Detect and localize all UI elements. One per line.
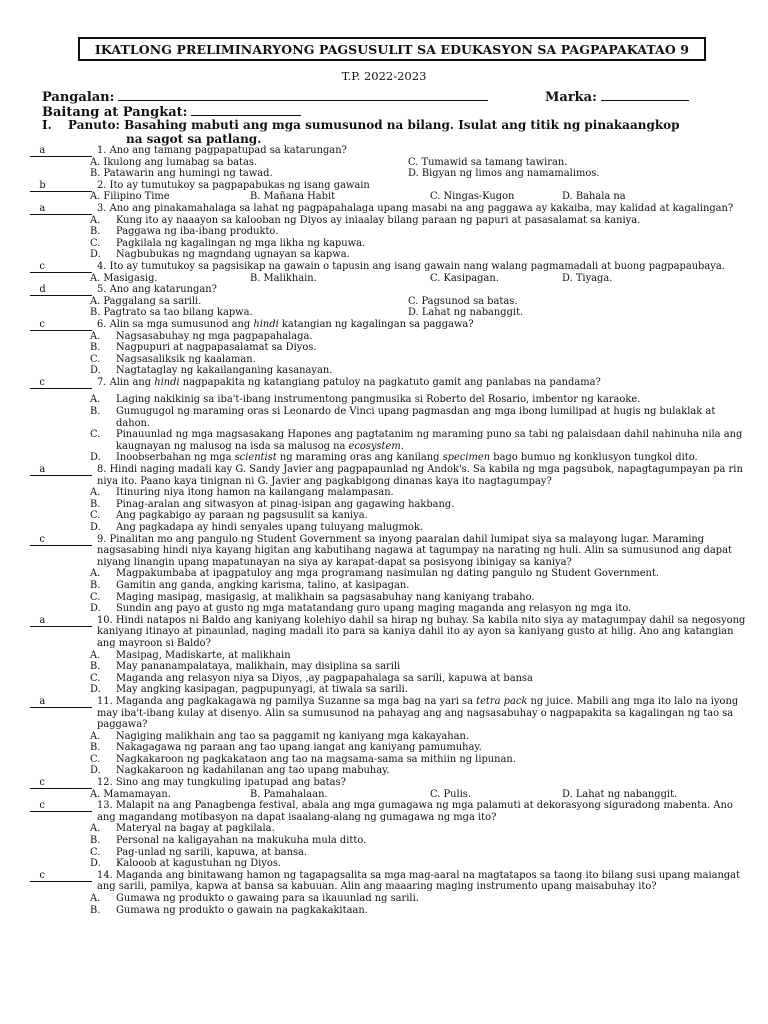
option-item	[408, 168, 708, 180]
option-item	[90, 510, 752, 522]
option-text: Nakagagawa ng paraan ang tao upang iangat ang kaniyang pamumuhay.	[116, 742, 482, 754]
option-item	[90, 342, 752, 354]
answer-blank	[30, 284, 94, 296]
option-letter: B.	[90, 307, 104, 319]
instructions-line-1: Panuto: Basahing mabuti ang mga sumusunod na bilang. Isulat ang titik ng pinakaangkop	[68, 118, 680, 132]
option-item	[90, 789, 250, 801]
option-text: Bahala na	[575, 191, 626, 203]
option-letter: D.	[90, 249, 101, 261]
question-item	[30, 800, 752, 870]
options-group	[30, 157, 752, 180]
option-letter: D.	[90, 603, 101, 615]
option-item	[90, 168, 408, 180]
option-letter: B.	[90, 904, 101, 916]
options-group	[30, 789, 752, 801]
question-stem	[30, 145, 752, 157]
option-item	[90, 742, 752, 754]
option-letter: B.	[90, 742, 101, 754]
option-text: Personal na kaligayahan na makukuha mula ditto.	[116, 835, 367, 847]
option-item	[90, 365, 752, 377]
answer-letter: c	[30, 320, 92, 331]
question-stem	[30, 319, 752, 331]
option-letter: C.	[90, 353, 101, 365]
option-item	[430, 273, 562, 285]
option-item	[90, 905, 752, 917]
option-text: Sundin ang payo at gusto ng mga matatandang guro upang maging maganda ang relasyon ng mga ito.	[116, 603, 632, 615]
answer-blank	[30, 870, 94, 882]
question-text-emphasis: tetra pack	[476, 695, 528, 707]
answer-blank	[30, 203, 94, 215]
answer-blank	[30, 777, 94, 789]
question-text-post: nagpapakita ng katangiang patuloy na pagkatuto gamit ang panlabas na pandama?	[179, 376, 601, 388]
option-item	[90, 684, 752, 696]
question-text-post: katangian ng kagalingan sa paggawa?	[278, 318, 474, 330]
option-text: Inoobserbahan ng mga	[116, 452, 235, 464]
question-stem	[30, 377, 752, 389]
option-item	[90, 823, 752, 835]
question-item	[30, 870, 752, 916]
answer-blank	[30, 534, 94, 546]
question-text-emphasis: hindi	[154, 376, 180, 388]
option-item	[90, 893, 752, 905]
question-number: 6.	[97, 318, 110, 330]
question-text: Hindi natapos ni Baldo ang kaniyang kolehiyo dahil sa hirap ng buhay. Sa kabila nito siya ay matagumpay dahil sa negosyong kaniyang itinayo at pinaunlad, naging madali ito para sa kaniya dahil ito ay ayon sa kaniyang gusto at hilig. Ano ang katangian ang mayroon si Baldo?	[97, 614, 746, 649]
option-letter: A.	[90, 487, 101, 499]
option-text: Laging nakikinig sa iba't-ibang instrumentong pangmusika si Roberto del Rosario, imbentor ng karaoke.	[116, 394, 641, 406]
question-text: Maganda ang binitawang hamon ng tagapagsalita sa mga mag-aaral na magtatapos sa taong ito bilang susi upang maiangat ang sarili, pamilya, kapwa at bansa sa kabuuan. Alin ang maaaring maging instrumento upang maisabuhay ito?	[97, 869, 741, 893]
answer-blank	[30, 615, 94, 627]
exam-title: IKATLONG PRELIMINARYONG PAGSUSULIT SA EDUKASYON SA PAGPAPAKATAO 9	[94, 41, 690, 57]
question-text: Hindi naging madali kay G. Sandy Javier ang pagpapaunlad ng Andok's. Sa kabila ng mga pagsubok, napagtagumpayan pa rin niya ito. Paano kaya tinignan ni G. Javier ang pagkabigong dinanas kaya ito nagtagumpay?	[97, 464, 743, 487]
option-item	[90, 394, 752, 406]
option-text: .	[400, 440, 404, 452]
option-item	[90, 354, 752, 366]
grade-section-blank	[191, 103, 301, 116]
option-letter: B.	[250, 191, 264, 203]
option-text: Lahat ng nabanggit.	[421, 307, 524, 319]
option-letter: B.	[90, 661, 101, 673]
option-letter: D.	[562, 191, 576, 203]
option-letter: A.	[90, 156, 104, 168]
option-text: Nagiging malikhain ang tao sa paggamit ng kaniyang mga kakayahan.	[116, 730, 470, 742]
options-group	[30, 296, 752, 319]
question-number: 8.	[97, 464, 110, 476]
option-item	[90, 487, 752, 499]
option-item	[90, 580, 752, 592]
option-item	[408, 157, 708, 169]
option-item	[250, 789, 430, 801]
question-item	[30, 261, 752, 284]
option-text: Nagtataglay ng kakailanganing kasanayan.	[116, 365, 333, 377]
part-number: I.	[42, 118, 52, 132]
option-item	[90, 847, 752, 859]
question-number: 4.	[97, 260, 110, 272]
exam-title-box	[78, 37, 706, 61]
question-item	[30, 464, 752, 534]
option-letter: C.	[90, 846, 101, 858]
option-letter: C.	[90, 591, 101, 603]
options-group	[30, 823, 752, 869]
question-text: Ano ang tamang pagpapatupad sa katarungan?	[109, 145, 347, 156]
school-year: T.P. 2022-2023	[341, 69, 427, 83]
answer-letter: b	[30, 181, 92, 192]
question-number: 14.	[97, 869, 116, 881]
answer-letter: c	[30, 871, 92, 882]
option-item	[90, 731, 752, 743]
option-item	[90, 765, 752, 777]
options-group	[30, 394, 752, 464]
name-label: Pangalan:	[42, 90, 115, 105]
option-letter: C.	[430, 788, 444, 800]
option-item	[90, 754, 752, 766]
option-letter: B.	[90, 406, 101, 418]
option-letter: D.	[562, 788, 576, 800]
answer-blank	[30, 145, 94, 157]
question-stem	[30, 615, 752, 650]
question-stem	[30, 284, 752, 296]
question-stem	[30, 696, 752, 731]
option-letter: D.	[90, 858, 101, 870]
question-stem	[30, 870, 752, 893]
question-text: Ano ang pinakamahalaga sa lahat ng pagpapahalaga upang masabi na ang paggawa ay kakaiba, may kalidad at kagalingan?	[109, 202, 734, 214]
option-item	[250, 273, 430, 285]
answer-letter: d	[30, 285, 92, 296]
answer-letter: c	[30, 801, 92, 812]
option-item	[430, 789, 562, 801]
option-letter: D.	[90, 365, 101, 377]
option-text: Pinauunlad ng mga magsasakang Hapones ang pagtatanim ng maraming puno sa tabi ng palaisdaan dahil nahinuha nila ang kaugnayan ng malusog na isda sa malusog na	[116, 429, 743, 452]
option-text: Tiyaga.	[575, 272, 613, 284]
option-text: Gumugugol ng maraming oras si Leonardo de Vinci upang pagmasdan ang mga ibong lumilipad at hugis ng bulaklak at dahon.	[116, 406, 716, 429]
options-group	[30, 487, 752, 533]
options-group	[30, 273, 752, 285]
option-letter: A.	[90, 568, 101, 580]
question-item	[30, 180, 752, 203]
option-letter: D.	[408, 168, 422, 180]
option-text: Masigasig.	[103, 272, 158, 284]
option-text: Nagsasaliksik ng kaalaman.	[116, 353, 256, 365]
option-item	[90, 429, 752, 452]
option-item	[562, 191, 682, 203]
option-text: Pinag-aralan ang sitwasyon at pinag-isipan ang gagawing hakbang.	[116, 498, 455, 510]
option-text: Mañana Habit	[263, 191, 336, 203]
option-item	[90, 273, 250, 285]
option-text: Materyal na bagay at pagkilala.	[116, 823, 275, 835]
score-field	[545, 88, 689, 105]
option-letter: C.	[90, 753, 101, 765]
option-item	[90, 331, 752, 343]
option-text: May pananampalataya, malikhain, may disiplina sa sarili	[116, 661, 401, 673]
options-group	[30, 893, 752, 916]
option-letter: A.	[90, 893, 101, 904]
question-text: Malapit na ang Panagbenga festival, abala ang mga gumagawa ng mga palamuti at dekorasyong siguradong mabenta. Ano ang magandang motibasyon na dapat isaalang-alang ng gumagawa ng mga ito?	[97, 800, 733, 823]
option-letter: D.	[562, 272, 576, 284]
question-text-pre: Alin ang	[109, 376, 155, 388]
option-letter: B.	[90, 226, 101, 238]
option-letter: D.	[408, 307, 422, 319]
question-item	[30, 319, 752, 377]
option-letter: C.	[408, 156, 422, 168]
option-text: Mamamayan.	[103, 788, 171, 800]
option-letter: B.	[90, 168, 104, 180]
question-text-pre: Maganda ang pagkakagawa ng pamilya Suzanne sa mga bag na yari sa	[115, 695, 477, 707]
question-stem	[30, 180, 752, 192]
option-text: Bigyan ng limos ang namamalimos.	[421, 168, 600, 180]
options-group	[30, 568, 752, 614]
question-text-emphasis: hindi	[253, 318, 279, 330]
option-letter: A.	[90, 191, 104, 203]
option-text: bago bumuo ng konklusyon tungkol dito.	[490, 452, 698, 464]
option-text: Kasipagan.	[443, 272, 499, 284]
answer-blank	[30, 464, 94, 476]
question-number: 11.	[97, 695, 116, 707]
option-letter: A.	[90, 823, 101, 835]
option-item	[90, 307, 408, 319]
option-item	[90, 661, 752, 673]
option-letter: B.	[250, 272, 264, 284]
question-item	[30, 203, 752, 261]
option-item	[90, 568, 752, 580]
question-item	[30, 615, 752, 696]
answer-letter: c	[30, 262, 92, 273]
option-text: Masipag, Madiskarte, at malikhain	[116, 649, 291, 661]
option-item	[90, 452, 752, 464]
grade-section-label: Baitang at Pangkat:	[42, 105, 188, 120]
option-text: Pagkilala ng kagalingan ng mga likha ng kapuwa.	[116, 237, 366, 249]
question-text-post: ng juice. Mabili ang mga ito lalo na iyong may iba't-ibang kulay at disenyo. Alin sa sumusunod na pahayag ang ang nagsasabuhay o nagpapakita sa kagalingan ng tao sa paggawa?	[97, 695, 739, 731]
option-text-emphasis: scientist	[234, 452, 277, 464]
question-item	[30, 377, 752, 464]
option-item	[562, 789, 682, 801]
instructions-line-2: na sagot sa patlang.	[126, 132, 262, 146]
name-blank	[118, 88, 488, 101]
question-item	[30, 696, 752, 777]
option-item	[562, 273, 682, 285]
option-item	[90, 238, 752, 250]
option-text: Gumawa ng produkto o gawaing para sa ikauunlad ng sarili.	[116, 893, 419, 904]
question-list	[30, 145, 752, 916]
option-item	[90, 592, 752, 604]
option-letter: B.	[90, 835, 101, 847]
option-item	[430, 191, 562, 203]
option-text: Ang pagkabigo ay paraan ng pagsusulit sa kaniya.	[116, 510, 368, 522]
option-letter: D.	[90, 765, 101, 777]
option-text: May angking kasipagan, pagpupunyagi, at tiwala sa sarili.	[116, 684, 408, 696]
question-stem	[30, 261, 752, 273]
option-text: Ang pagkadapa ay hindi senyales upang tuluyang malugmok.	[116, 522, 424, 533]
option-item	[90, 226, 752, 238]
question-item	[30, 777, 752, 800]
option-text: Nagkakaroon ng kadahilanan ang tao upang mabuhay.	[116, 765, 390, 777]
answer-letter: c	[30, 378, 92, 389]
question-number: 1.	[97, 145, 110, 156]
option-item	[408, 296, 708, 308]
option-item	[90, 157, 408, 169]
option-text: Kalooob at kagustuhan ng Diyos.	[116, 858, 282, 870]
option-text-emphasis: ecosystem	[348, 440, 401, 452]
options-group	[30, 191, 752, 203]
answer-letter: c	[30, 778, 92, 789]
answer-letter: a	[30, 146, 92, 157]
option-text: Nagsasabuhay ng mga pagpapahalaga.	[116, 330, 313, 342]
score-label: Marka:	[545, 90, 597, 105]
question-item	[30, 534, 752, 615]
answer-blank	[30, 180, 94, 192]
question-text: Ito ay tumutukoy sa pagsisikap na gawain o tapusin ang isang gawain nang walang pagmamadali at buong pagpapaubaya.	[109, 260, 725, 272]
option-text: Maganda ang relasyon niya sa Diyos, ,ay pagpapahalaga sa sarili, kapuwa at bansa	[116, 672, 533, 684]
option-text: Malikhain.	[263, 272, 317, 284]
option-item	[90, 603, 752, 615]
option-letter: C.	[430, 191, 444, 203]
option-letter: B.	[90, 498, 101, 510]
instructions	[42, 118, 742, 146]
option-item	[90, 673, 752, 685]
question-stem	[30, 203, 752, 215]
question-number: 7.	[97, 376, 110, 388]
option-letter: C.	[90, 510, 101, 522]
option-letter: A.	[90, 295, 104, 307]
answer-letter: a	[30, 465, 92, 476]
question-text: Sino ang may tungkuling ipatupad ang batas?	[115, 777, 346, 789]
option-letter: C.	[408, 295, 422, 307]
option-item	[90, 522, 752, 534]
option-text: Pamahalaan.	[263, 788, 328, 800]
answer-letter: a	[30, 616, 92, 627]
answer-blank	[30, 800, 94, 812]
option-letter: C.	[90, 672, 101, 684]
option-item	[90, 249, 752, 261]
option-letter: A.	[90, 272, 104, 284]
options-group	[30, 215, 752, 261]
options-group	[30, 731, 752, 777]
question-text: Pinalitan mo ang pangulo ng Student Government sa inyong paaralan dahil lumipat siya sa malayong lugar. Maraming nagsasabing hindi niya kayang higitan ang kabutihang nagawa at tagumpay na narating ng huli. Alin sa sumusunod ang dapat niyang linangin upang mapatunayan na siya ay karapat-dapat sa posisyong ibinigay sa kaniya?	[97, 533, 732, 568]
answer-letter: a	[30, 204, 92, 215]
option-letter: A.	[90, 730, 101, 742]
question-stem	[30, 464, 752, 487]
option-text: Ikulong ang lumabag sa batas.	[103, 156, 258, 168]
option-letter: A.	[90, 788, 104, 800]
question-number: 12.	[97, 777, 116, 789]
question-number: 9.	[97, 533, 110, 545]
option-item	[90, 835, 752, 847]
option-text: ng maraming oras ang kanilang	[276, 452, 443, 464]
option-text: Paggalang sa sarili.	[103, 295, 202, 307]
option-text: Pagtrato sa tao bilang kapwa.	[103, 307, 253, 319]
option-letter: D.	[90, 684, 101, 696]
option-text: Magpakumbaba at ipagpatuloy ang mga programang nasimulan ng dating pangulo ng Student Government.	[116, 568, 660, 580]
option-text: Pagsunod sa batas.	[421, 295, 518, 307]
option-letter: B.	[90, 342, 101, 354]
option-text: Patawarin ang humingi ng tawad.	[103, 168, 273, 180]
option-letter: B.	[250, 788, 264, 800]
option-text: Paggawa ng iba-ibang produkto.	[116, 226, 279, 238]
option-letter: C.	[90, 429, 101, 441]
option-text: Gamitin ang ganda, angking karisma, talino, at kasipagan.	[116, 579, 410, 591]
option-text: Gumawa ng produkto o gawain na pagkakakitaan.	[116, 904, 368, 916]
question-number: 13.	[97, 800, 116, 812]
option-letter: B.	[90, 579, 101, 591]
option-text: Filipino Time	[103, 191, 170, 203]
question-item	[30, 145, 752, 180]
question-number: 3.	[97, 202, 110, 214]
score-blank	[601, 88, 689, 101]
option-text: Ningas-Kugon	[443, 191, 515, 203]
option-text: Nagbubukas ng magndang ugnayan sa kapwa.	[116, 249, 350, 261]
question-stem	[30, 534, 752, 569]
answer-blank	[30, 261, 94, 273]
answer-blank	[30, 319, 94, 331]
option-text: Nagpupuri at nagpapasalamat sa Diyos.	[116, 342, 317, 354]
question-number: 2.	[97, 179, 110, 191]
option-item	[250, 191, 430, 203]
option-letter: C.	[430, 272, 444, 284]
option-text: Tumawid sa tamang tawiran.	[421, 156, 568, 168]
question-text: Ito ay tumutukoy sa pagpapabukas ng isang gawain	[109, 179, 370, 191]
option-text-emphasis: specimen	[442, 452, 491, 464]
option-item	[90, 215, 752, 227]
answer-blank	[30, 377, 94, 389]
question-text-pre: Alin sa mga sumusunod ang	[109, 318, 254, 330]
question-stem	[30, 800, 752, 823]
option-text: Kung ito ay naaayon sa kalooban ng Diyos ay iniaalay bilang paraan ng papuri at pasasalamat sa kaniya.	[116, 214, 641, 226]
answer-blank	[30, 696, 94, 708]
answer-letter: a	[30, 697, 92, 708]
question-item	[30, 284, 752, 319]
option-item	[408, 307, 708, 319]
options-group	[30, 650, 752, 696]
question-stem	[30, 777, 752, 789]
option-item	[90, 406, 752, 429]
option-letter: A.	[90, 394, 101, 406]
option-text: Itinuring niya itong hamon na kailangang malampasan.	[116, 487, 394, 499]
option-item	[90, 499, 752, 511]
option-letter: A.	[90, 330, 101, 342]
option-item	[90, 191, 250, 203]
option-text: Pulis.	[443, 788, 472, 800]
option-text: Nagkakaroon ng pagkakataon ang tao na magsama-sama sa mithiin ng lipunan.	[116, 753, 516, 765]
option-text: Maging masipag, masigasig, at malikhain sa pagsasabuhay nang kaniyang trabaho.	[116, 591, 535, 603]
question-text: Ano ang katarungan?	[109, 284, 217, 296]
option-letter: C.	[90, 237, 101, 249]
option-letter: D.	[90, 522, 101, 533]
option-letter: A.	[90, 649, 101, 661]
option-text: Pag-unlad ng sarili, kapuwa, at bansa.	[116, 846, 308, 858]
option-text: Lahat ng nabanggit.	[575, 788, 678, 800]
answer-letter: c	[30, 535, 92, 546]
option-item	[90, 858, 752, 870]
option-letter: D.	[90, 452, 101, 464]
options-group	[30, 331, 752, 377]
question-number: 10.	[97, 614, 116, 626]
option-item	[90, 650, 752, 662]
question-number: 5.	[97, 284, 110, 296]
option-letter: A.	[90, 214, 101, 226]
option-item	[90, 296, 408, 308]
